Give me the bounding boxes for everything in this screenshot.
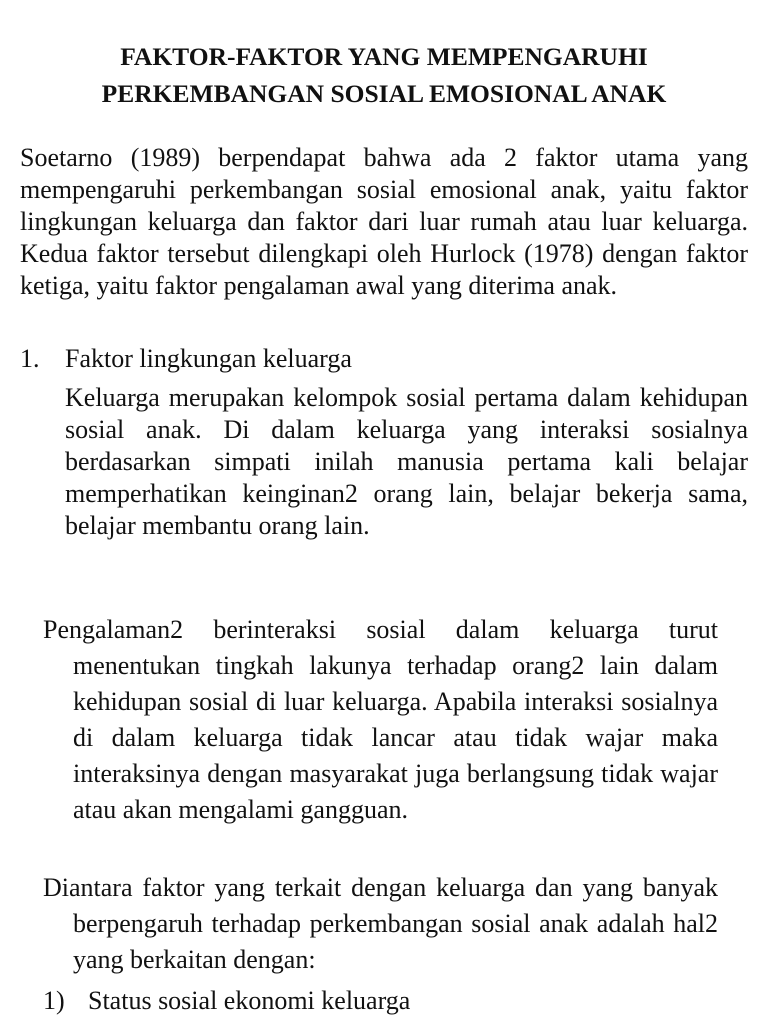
intro-paragraph: Soetarno (1989) berpendapat bahwa ada 2 faktor utama yang mempengaruhi perkembangan sosial emosional anak, yaitu faktor lingkungan keluarga dan faktor dari luar rumah atau luar keluarga. Kedua faktor tersebut dilengkapi oleh Hurlock (1978) dengan faktor ketiga, yaitu faktor pengalaman awal yang diterima anak. [20, 143, 748, 300]
list-item-heading: Faktor lingkungan keluarga [65, 344, 352, 373]
sub-list-item-text: Status sosial ekonomi keluarga [88, 986, 411, 1015]
list-item-family-factor [20, 343, 352, 375]
experience-paragraph: Pengalaman2 berinteraksi sosial dalam keluarga turut menentukan tingkah lakunya terhadap orang2 lain dalam kehidupan sosial di luar keluarga. Apabila interaksi sosialnya di dalam keluarga tidak lancar atau tidak wajar maka interaksinya dengan masyarakat juga berlangsung tidak wajar atau akan mengalami gangguan. [43, 615, 718, 824]
sub-list-item-socioeconomic [43, 983, 410, 1019]
list-item-number: 1. [20, 344, 40, 373]
title-line-1: FAKTOR-FAKTOR YANG MEMPENGARUHI [120, 42, 648, 71]
title-line-2: PERKEMBANGAN SOSIAL EMOSIONAL ANAK [101, 79, 667, 108]
sub-list-item-number: 1) [43, 986, 65, 1015]
factors-paragraph: Diantara faktor yang terkait dengan keluarga dan yang banyak berpengaruh terhadap perkembangan sosial anak adalah hal2 yang berkaitan dengan: [43, 873, 718, 974]
document-title [20, 38, 748, 112]
family-factor-paragraph: Keluarga merupakan kelompok sosial pertama dalam kehidupan sosial anak. Di dalam keluarga yang interaksi sosialnya berdasarkan simpati inilah manusia pertama kali belajar memperhatikan keinginan2 orang lain, belajar bekerja sama, belajar membantu orang lain. [65, 383, 748, 540]
